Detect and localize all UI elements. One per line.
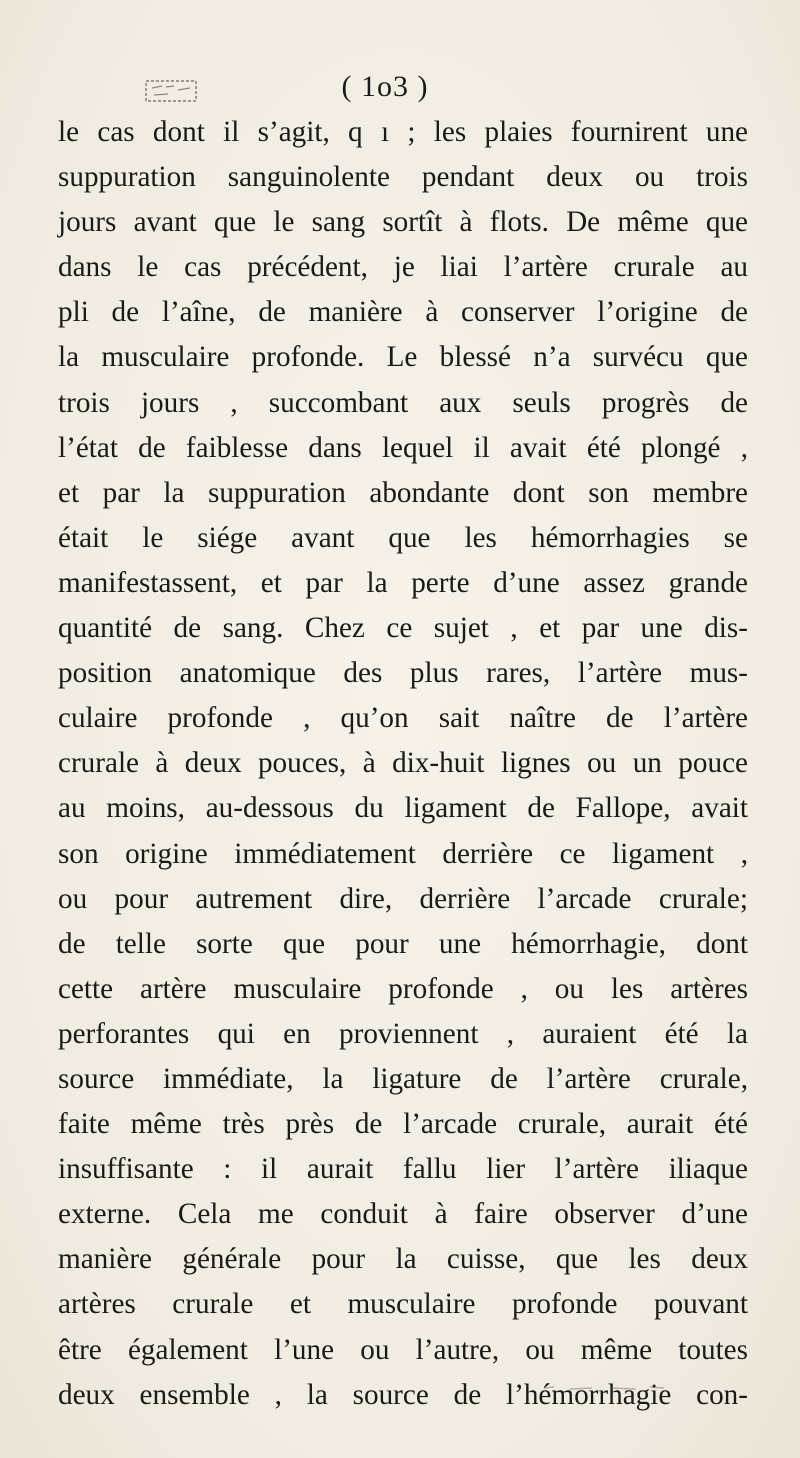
text-line: source immédiate, la ligature de l’artère crurale, <box>58 1062 748 1095</box>
text-line: au moins, au-dessous du ligament de Fallope, avait <box>58 792 748 825</box>
text-line: culaire profonde , qu’on sait naître de l’artère <box>58 702 748 735</box>
text-line: crurale à deux pouces, à dix-huit lignes ou un pouce <box>58 747 748 780</box>
text-line: jours avant que le sang sortît à flots. De même que <box>58 206 748 239</box>
text-line: faite même très près de l’arcade crurale, aurait été <box>58 1108 748 1141</box>
text-line: quantité de sang. Chez ce sujet , et par une dis- <box>58 612 748 645</box>
text-line: trois jours , succombant aux seuls progrès de <box>58 386 748 419</box>
text-line: position anatomique des plus rares, l’artère mus- <box>58 657 748 690</box>
text-line: et par la suppuration abondante dont son membre <box>58 476 748 509</box>
text-line: être également l’une ou l’autre, ou même toutes <box>58 1333 748 1366</box>
text-line: externe. Cela me conduit à faire observer d’une <box>58 1198 748 1231</box>
text-line: de telle sorte que pour une hémorrhagie, dont <box>58 927 748 960</box>
text-line: manière générale pour la cuisse, que les deux <box>58 1243 748 1276</box>
text-line: dans le cas précédent, je liai l’artère crurale au <box>58 251 748 284</box>
page-number: ( 1o3 ) <box>341 70 429 103</box>
text-line: ou pour autrement dire, derrière l’arcade crurale; <box>58 882 748 915</box>
text-line: artères crurale et musculaire profonde pouvant <box>58 1288 748 1321</box>
text-line: son origine immédiatement derrière ce ligament , <box>58 837 748 870</box>
text-line: l’état de faiblesse dans lequel il avait été plongé , <box>58 431 748 464</box>
text-line: deux ensemble , la source de l’hémorrhagie con- <box>58 1378 748 1411</box>
text-line: le cas dont il s’agit, q ı ; les plaies fournirent une <box>58 116 748 148</box>
text-line: insuffisante : il aurait fallu lier l’artère iliaque <box>58 1153 748 1186</box>
text-line: perforantes qui en proviennent , auraient été la <box>58 1017 748 1050</box>
library-stamp-icon <box>144 78 200 104</box>
text-line: la musculaire profonde. Le blessé n’a survécu que <box>58 341 748 374</box>
text-line: suppuration sanguinolente pendant deux ou trois <box>58 161 748 194</box>
text-line: cette artère musculaire profonde , ou les artères <box>58 972 748 1005</box>
body-text <box>58 110 748 1418</box>
text-line: était le siége avant que les hémorrhagies se <box>58 521 748 554</box>
bleed-through-mark <box>540 1380 680 1394</box>
text-line: pli de l’aîne, de manière à conserver l’origine de <box>58 296 748 329</box>
text-line: manifestassent, et par la perte d’une assez grande <box>58 566 748 599</box>
